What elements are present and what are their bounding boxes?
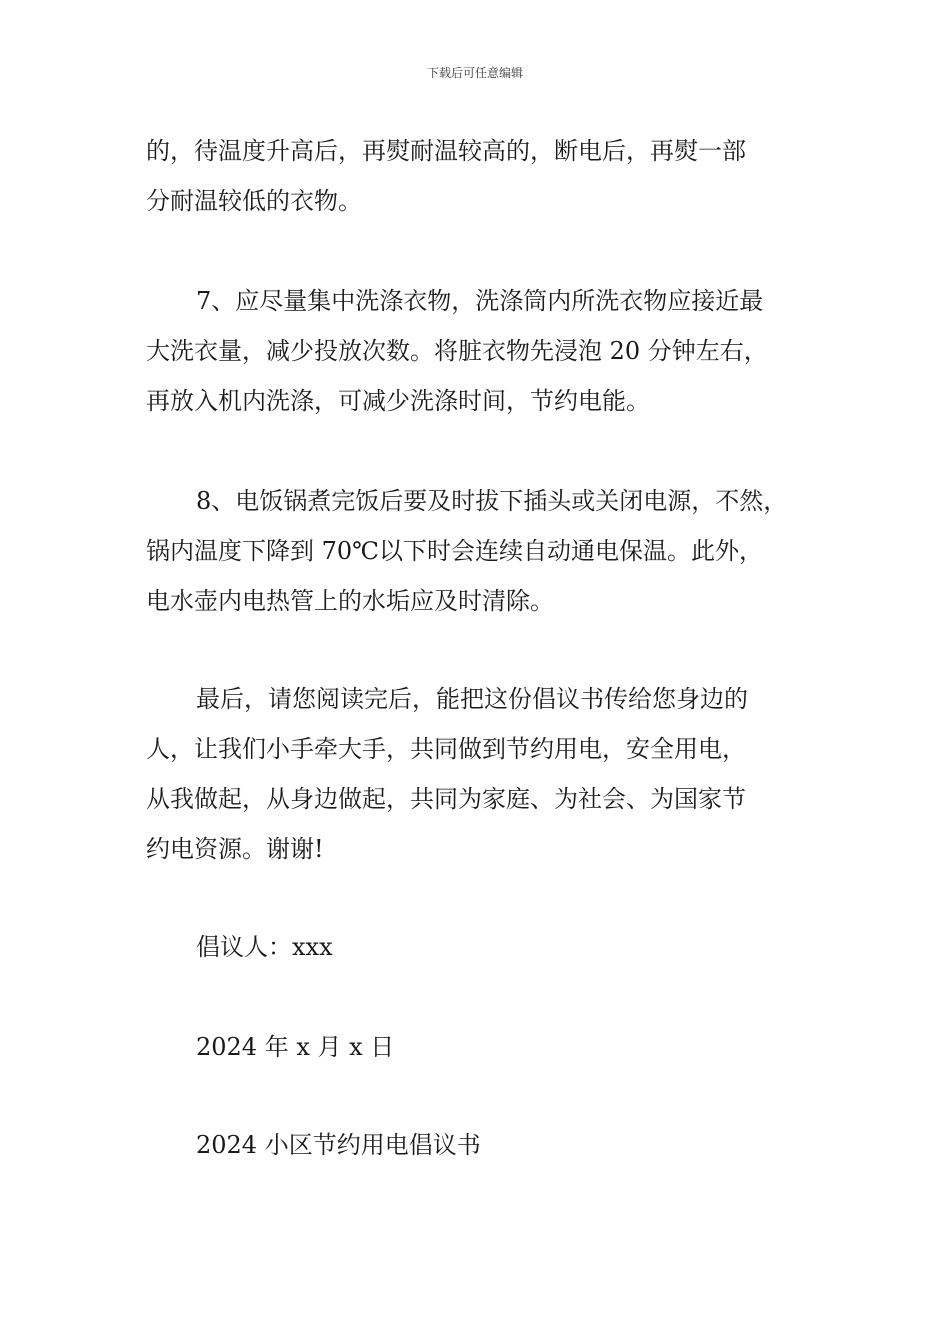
proposer-text: 倡议人：xxx [196, 933, 333, 961]
paragraph-line: 大洗衣量，减少投放次数。将脏衣物先浸泡 20 分钟左右， [146, 337, 768, 365]
paragraph-line: 从我做起，从身边做起，共同为家庭、为社会、为国家节 [146, 785, 746, 813]
paragraph-line: 约电资源。谢谢! [146, 835, 324, 863]
paragraph-line: 8、电饭锅煮完饭后要及时拔下插头或关闭电源，不然， [196, 487, 788, 515]
paragraph-item-8 [146, 476, 826, 626]
paragraph-item-7 [146, 276, 826, 426]
paragraph-line: 锅内温度下降到 70℃以下时会连续自动通电保温。此外， [146, 537, 764, 565]
paragraph-ironing-continued [146, 126, 826, 226]
signature-proposer [146, 922, 826, 972]
next-document-title [146, 1120, 826, 1170]
paragraph-line: 最后，请您阅读完后，能把这份倡议书传给您身边的 [196, 685, 748, 713]
title-text: 2024 小区节约用电倡议书 [196, 1131, 481, 1159]
date-text: 2024 年 x 月 x 日 [196, 1033, 395, 1061]
page-header: 下载后可任意编辑 [426, 66, 523, 80]
paragraph-line: 再放入机内洗涤，可减少洗涤时间，节约电能。 [146, 387, 650, 415]
paragraph-line: 的，待温度升高后，再熨耐温较高的，断电后，再熨一部 [146, 137, 746, 165]
paragraph-line: 分耐温较低的衣物。 [146, 187, 362, 215]
paragraph-line: 电水壶内电热管上的水垢应及时清除。 [146, 587, 554, 615]
paragraph-line: 人，让我们小手牵大手，共同做到节约用电，安全用电， [146, 735, 746, 763]
signature-date [146, 1022, 826, 1072]
paragraph-line: 7、应尽量集中洗涤衣物，洗涤筒内所洗衣物应接近最 [196, 287, 764, 315]
paragraph-closing [146, 674, 826, 874]
